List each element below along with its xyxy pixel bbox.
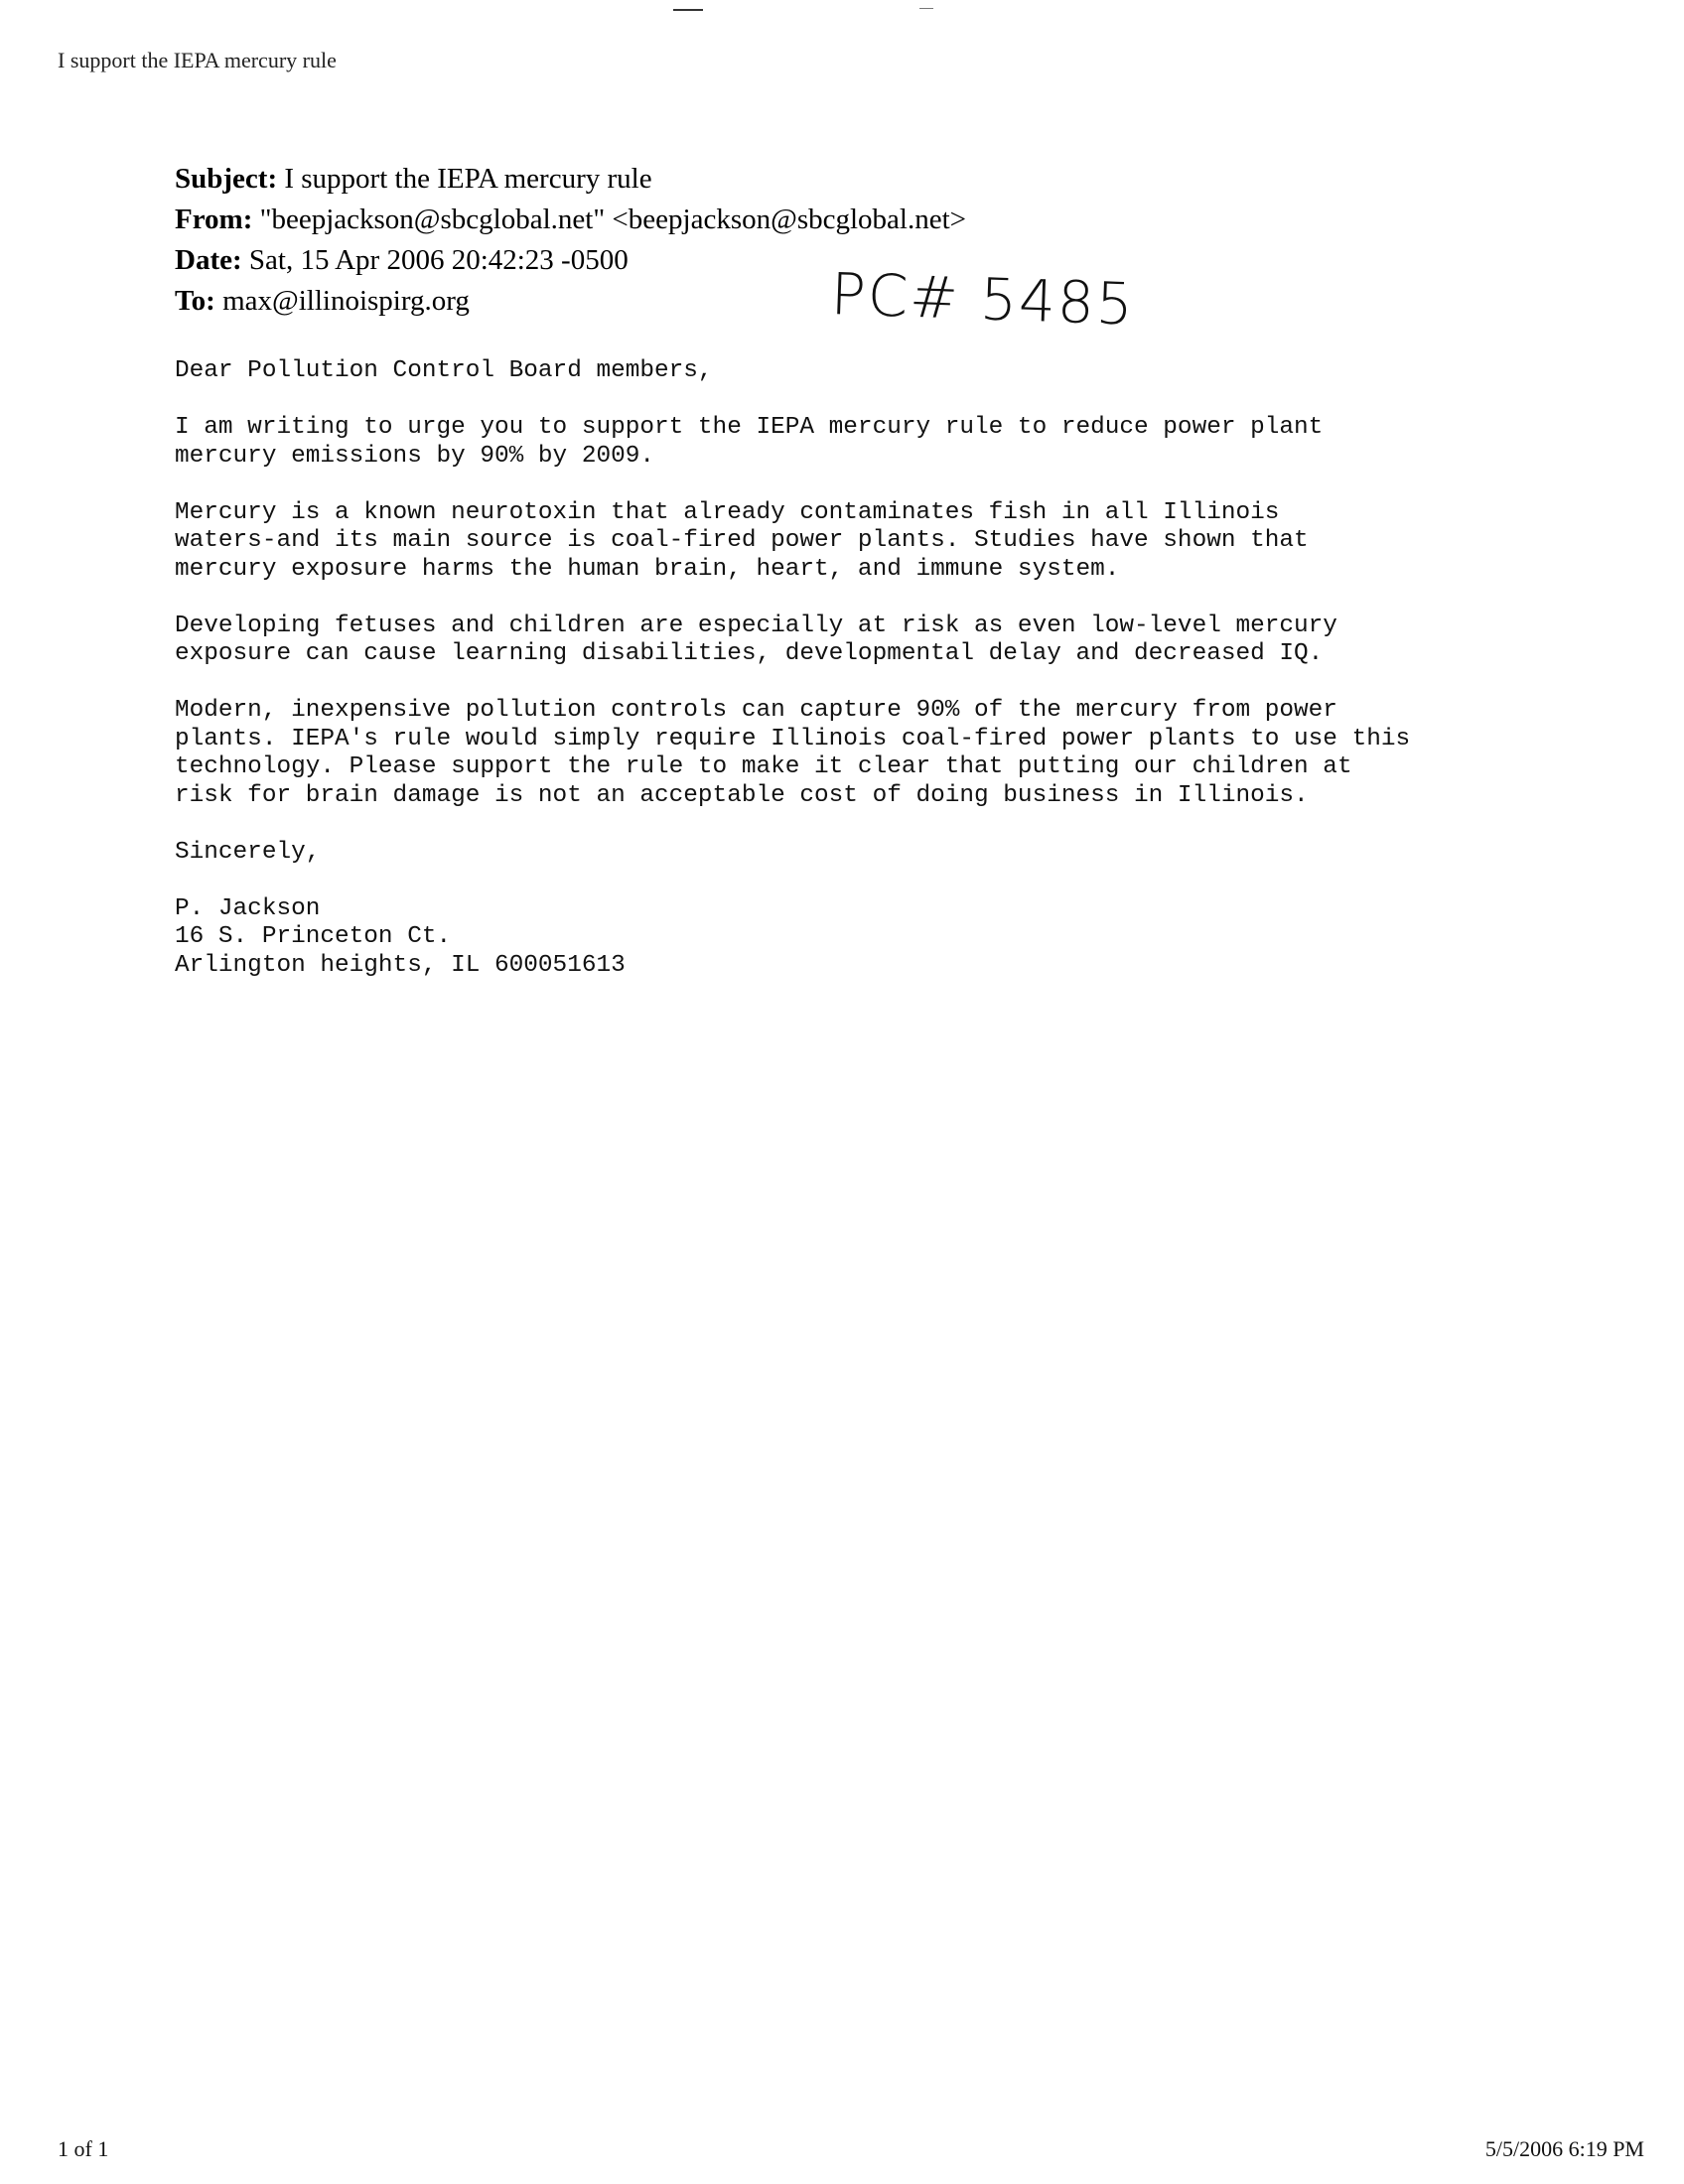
running-header: I support the IEPA mercury rule [58,48,337,72]
scan-mark [919,8,933,9]
date-label: Date: [175,244,242,276]
to-label: To: [175,285,215,317]
page-number: 1 of 1 [58,2136,109,2161]
date-value: Sat, 15 Apr 2006 20:42:23 -0500 [248,244,629,276]
paragraph: Modern, inexpensive pollution controls can capture 90% of the mercury from power plants. IEPA's rule would simply require Illinois coal-fired power plants to use this technology. Please support the rule to make it clear that putting our children at risk for brain damage is not an acceptable cost of doing business in Illinois. [175,697,1411,809]
paragraph: Mercury is a known neurotoxin that already contaminates fish in all Illinois waters-and its main source is coal-fired power plants. Studies have shown that mercury exposure harms the human brain, heart, and immune system. [175,498,1309,583]
signature-street: 16 S. Princeton Ct. [175,923,452,950]
paragraph: I am writing to urge you to support the IEPA mercury rule to reduce power plant mercury emissions by 90% by 2009. [175,414,1324,470]
greeting: Dear Pollution Control Board members, [175,357,713,384]
signature-block [175,895,1565,981]
subject-row [175,159,1267,200]
closing: Sincerely, [175,838,321,866]
subject-label: Subject: [175,163,278,195]
scan-mark [673,9,703,11]
from-row [175,200,1267,240]
print-timestamp: 5/5/2006 6:19 PM [1484,2136,1644,2161]
signature-name: P. Jackson [175,894,321,922]
subject-value: I support the IEPA mercury rule [284,163,652,195]
from-label: From: [175,204,253,235]
signature-city: Arlington heights, IL 600051613 [175,951,626,979]
letter-body [175,357,1565,980]
paragraph: Developing fetuses and children are especially at risk as even low-level mercury exposure can cause learning disabilities, developmental delay and decreased IQ. [175,612,1337,667]
handwritten-annotation: PC# 5485 [829,260,1136,339]
to-value: max@illinoispirg.org [222,285,470,317]
from-value: "beepjackson@sbcglobal.net" <beepjackson@sbcglobal.net> [259,204,966,235]
